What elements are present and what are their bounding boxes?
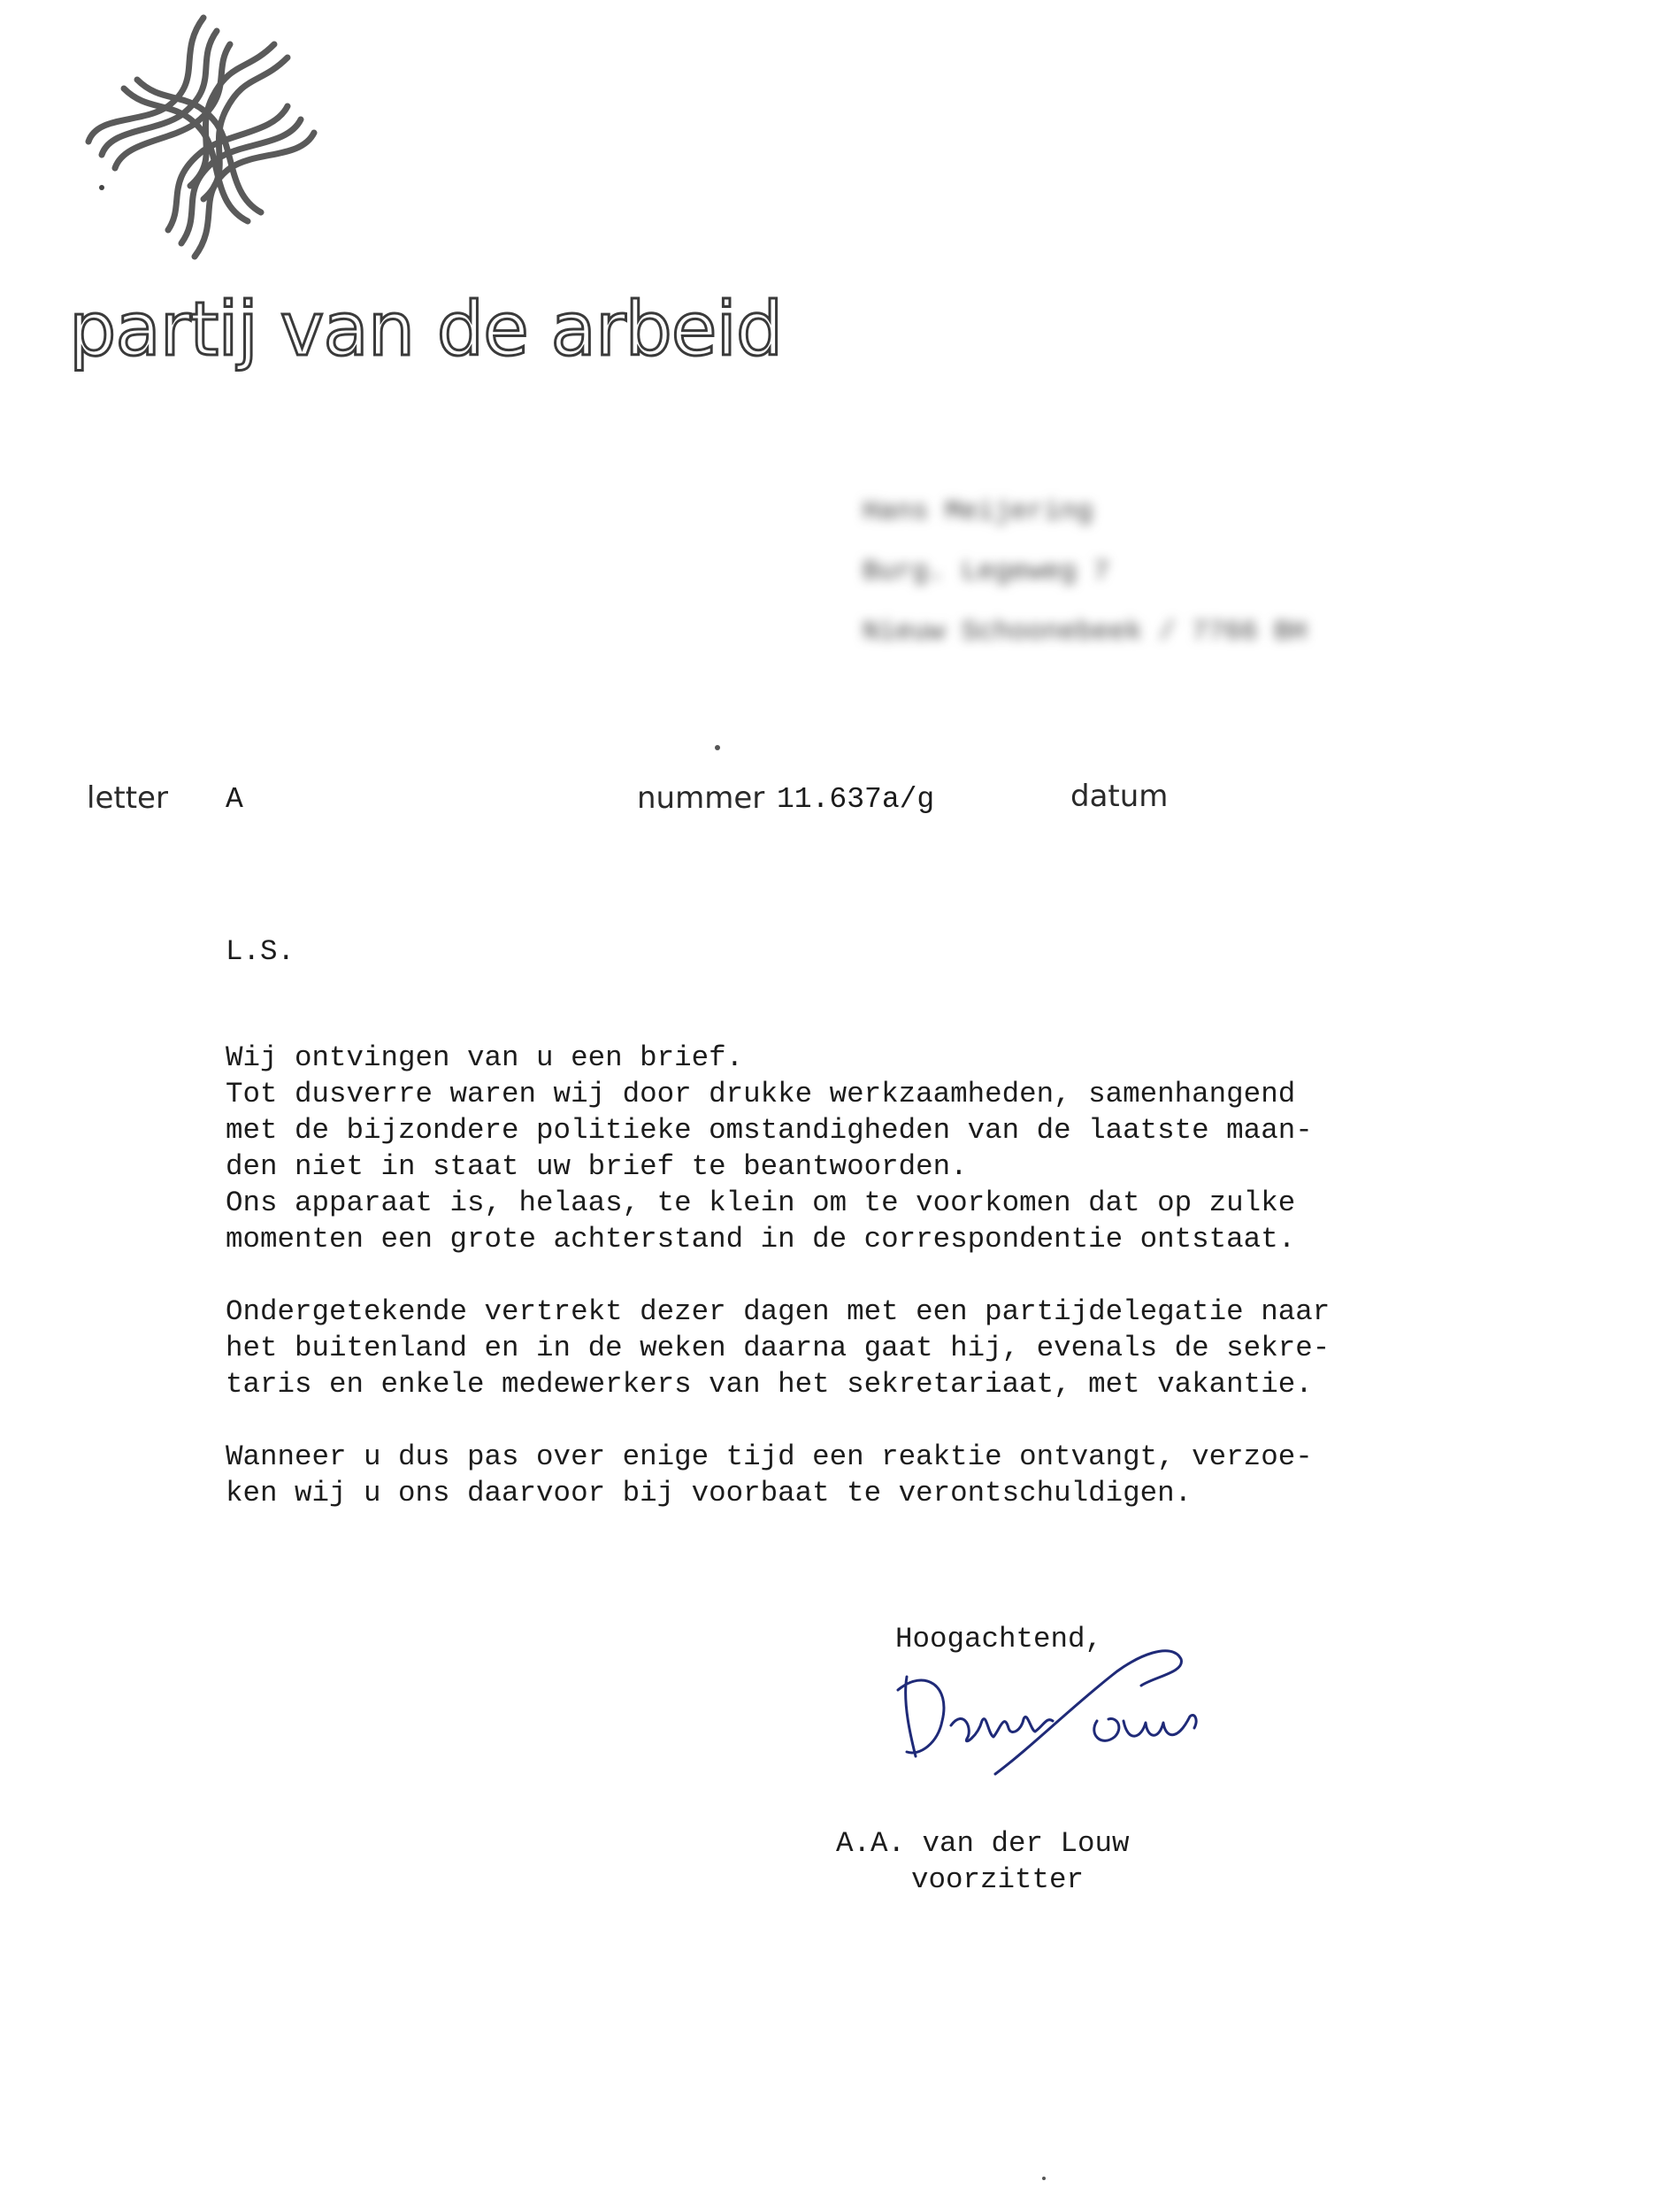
recipient-line: Burg. Legeweg 7	[863, 557, 1110, 588]
recipient-line: Nieuw Schoonebeek / 7766 BH	[863, 617, 1308, 648]
nummer-label: nummer	[637, 780, 765, 816]
body-line: Ondergetekende vertrekt dezer dagen met een partijdelegatie naar	[226, 1295, 1331, 1328]
paper-speck	[715, 745, 720, 750]
salutation: L.S.	[226, 935, 295, 968]
recipient-address	[863, 482, 1358, 663]
paper-speck	[1042, 2177, 1046, 2180]
body-line: Tot dusverre waren wij door drukke werkzaamheden, samenhangend	[226, 1078, 1296, 1110]
body-line: den niet in staat uw brief te beantwoorden.	[226, 1150, 968, 1183]
body-line: met de bijzondere politieke omstandigheden van de laatste maan-	[226, 1114, 1313, 1147]
pvda-logo-icon	[71, 0, 354, 265]
nummer-value: 11.637a/g	[777, 783, 935, 816]
closing-greeting: Hoogachtend,	[895, 1623, 1103, 1655]
signatory-title: voorzitter	[911, 1863, 1085, 1896]
body-line: Ons apparaat is, helaas, te klein om te voorkomen dat op zulke	[226, 1187, 1296, 1219]
letter-value: A	[226, 783, 243, 816]
body-line: Wij ontvingen van u een brief.	[226, 1041, 744, 1074]
body-line: ken wij u ons daarvoor bij voorbaat te verontschuldigen.	[226, 1477, 1193, 1509]
body-line: Wanneer u dus pas over enige tijd een reaktie ontvangt, verzoe-	[226, 1440, 1313, 1473]
datum-label: datum	[1070, 779, 1169, 814]
signature-icon	[889, 1624, 1216, 1801]
signatory-name: A.A. van der Louw	[836, 1827, 1130, 1860]
recipient-line: Hans Meijering	[863, 496, 1093, 527]
party-name: partij van de arbeid	[69, 286, 783, 373]
letter-label: letter	[87, 780, 168, 816]
body-line: het buitenland en in de weken daarna gaat hij, evenals de sekre-	[226, 1332, 1331, 1364]
body-line: taris en enkele medewerkers van het sekretariaat, met vakantie.	[226, 1368, 1313, 1401]
body-line: momenten een grote achterstand in de correspondentie ontstaat.	[226, 1223, 1296, 1256]
